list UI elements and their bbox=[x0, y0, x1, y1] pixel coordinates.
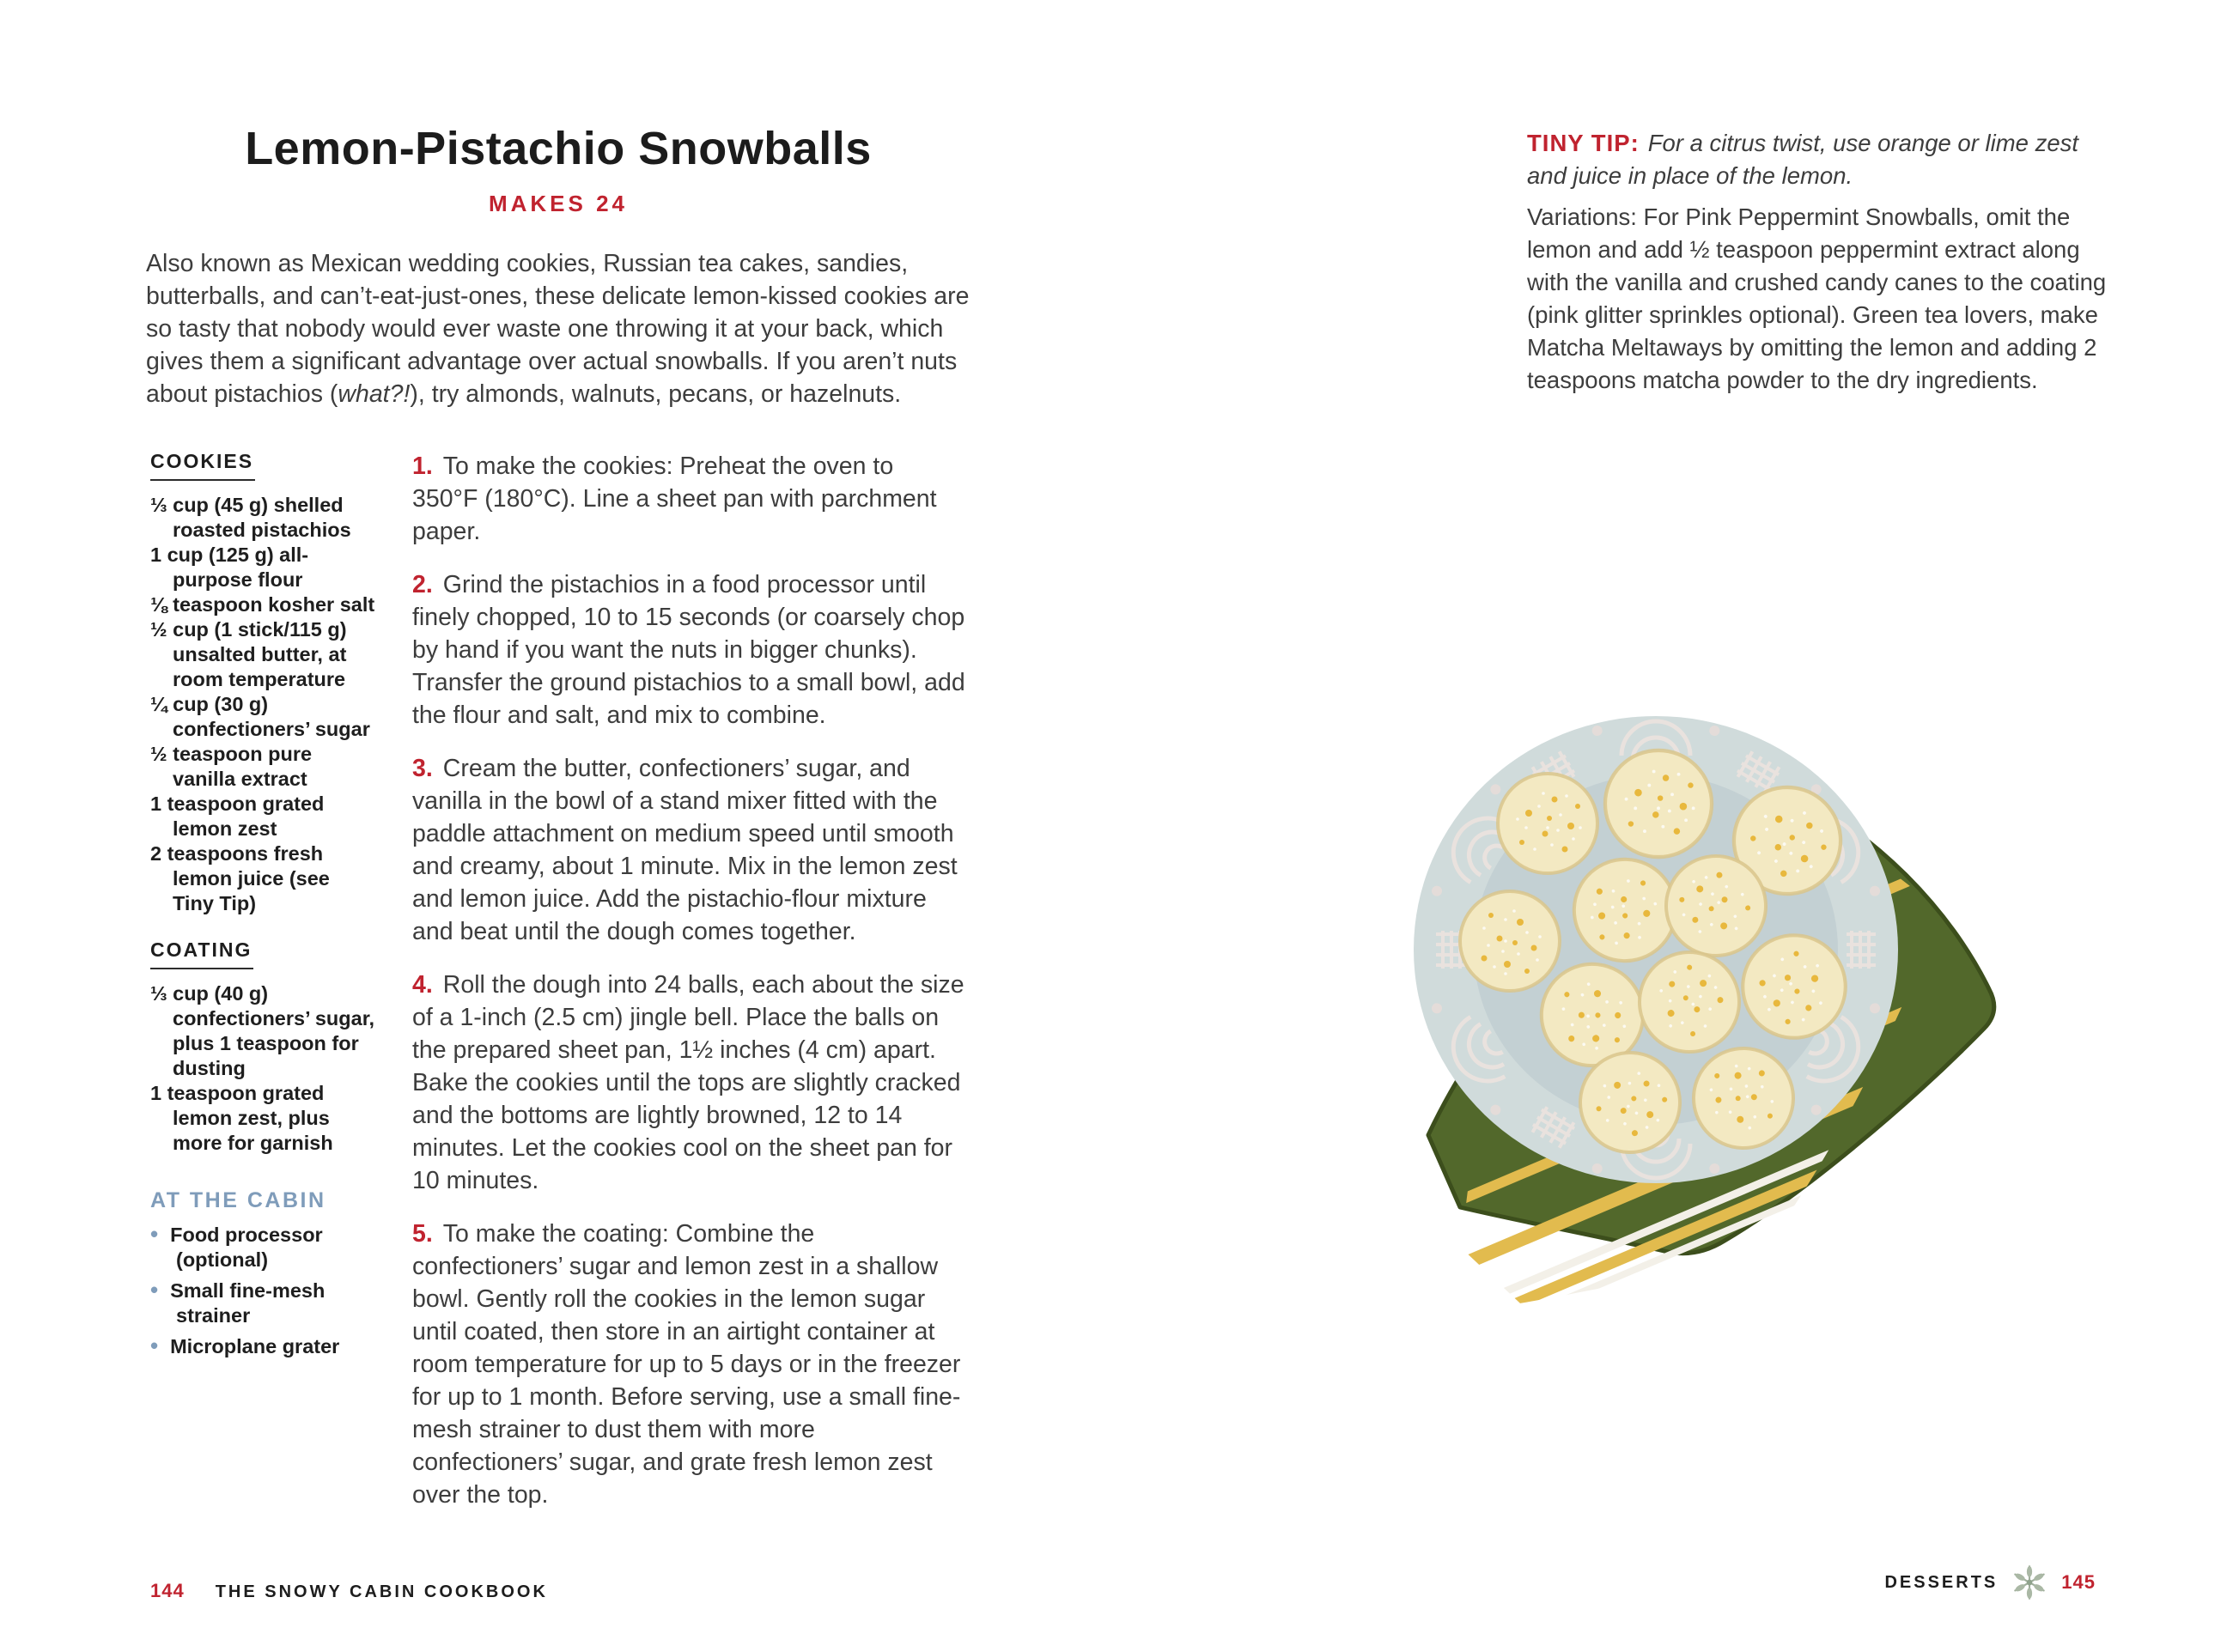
step-item bbox=[412, 969, 965, 1197]
page-title: Lemon-Pistachio Snowballs bbox=[245, 123, 872, 174]
intro-paragraph bbox=[146, 247, 981, 410]
coating-ingredient-list bbox=[150, 981, 375, 1156]
cookies-ingredient-list bbox=[150, 493, 375, 916]
ingredient-item: 1 cup (125 g) all-purpose flour bbox=[150, 544, 309, 591]
section-header-cookies: COOKIES bbox=[150, 450, 255, 481]
step-text: Roll the dough into 24 balls, each about the size of a 1-inch (2.5 cm) jingle bell. Place the balls on the prepared sheet pan, 1½ inches (4 cm) apart. Bake the cookies until the tops are slightly cracked and the bottoms are lightly browned, 12 to 14 minutes. Let the cookies cool on the sheet pan for 10 minutes. bbox=[412, 971, 964, 1194]
ingredient-item: ½ teaspoon pure vanilla extract bbox=[150, 743, 313, 790]
step-item bbox=[412, 752, 965, 948]
footer-right bbox=[1884, 1563, 2096, 1602]
equipment-item: • Microplane grater bbox=[150, 1333, 375, 1359]
equipment-item: • Food processor (optional) bbox=[150, 1222, 375, 1272]
intro-text-end: ), try almonds, walnuts, pecans, or hazelnuts. bbox=[410, 380, 902, 408]
intro-text: Also known as Mexican wedding cookies, Russian tea cakes, sandies, butterballs, and can’t-eat-just-ones, these delicate lemon-kissed cookies are so tasty that nobody would ever waste one throwing it at your back, which gives them a significant advantage over actual snowballs. If you aren’t nuts about pistachios ( bbox=[146, 250, 970, 408]
ingredient-item: 2 teaspoons fresh lemon juice (see Tiny Tip) bbox=[150, 842, 330, 914]
step-number: 3. bbox=[412, 755, 433, 782]
step-number: 2. bbox=[412, 571, 433, 598]
step-text: Cream the butter, confectioners’ sugar, and vanilla in the bowl of a stand mixer fitted with the paddle attachment on medium speed until smooth and creamy, about 1 minute. Mix in the lemon zest and lemon juice. Add the pistachio-flour mixture and beat until the dough comes together. bbox=[412, 755, 958, 945]
ingredients-column bbox=[150, 450, 375, 1364]
tiny-tip-text: For a citrus twist, use orange or lime zest and juice in place of the lemon. bbox=[1527, 130, 2079, 189]
section-header-coating: COATING bbox=[150, 938, 253, 969]
equipment-item: • Small fine-mesh strainer bbox=[150, 1278, 375, 1328]
snowflake-icon bbox=[2010, 1563, 2049, 1602]
ingredient-item: ⅛ teaspoon kosher salt bbox=[150, 593, 375, 616]
step-number: 4. bbox=[412, 971, 433, 999]
ingredient-item: ⅓ cup (45 g) shelled roasted pistachios bbox=[150, 494, 351, 541]
ingredient-item: ½ cup (1 stick/115 g) unsalted butter, at room temperature bbox=[150, 618, 347, 690]
step-item bbox=[412, 568, 965, 732]
ingredient-item: ⅓ cup (40 g) confectioners’ sugar, plus 1 teaspoon for dusting bbox=[150, 982, 375, 1079]
footer-section-label: DESSERTS bbox=[1884, 1572, 1999, 1592]
variations-paragraph: Variations: For Pink Peppermint Snowballs, omit the lemon and add ½ teaspoon peppermint extract along with the vanilla and crushed candy canes to the coating (pink glitter sprinkles optional). Green tea lovers, make Matcha Meltaways by omitting the lemon and adding 2 teaspoons matcha powder to the dry ingredients. bbox=[1527, 203, 2107, 393]
step-number: 5. bbox=[412, 1220, 433, 1248]
footer-page-number: 144 bbox=[150, 1580, 185, 1601]
section-header-cabin: AT THE CABIN bbox=[150, 1188, 326, 1212]
step-number: 1. bbox=[412, 452, 433, 480]
step-text: To make the coating: Combine the confectioners’ sugar and lemon zest in a shallow bowl. Gently roll the cookies in the lemon sugar until coated, then store in an airtight container at room temperature for up to 5 days or in the freezer for up to 1 month. Before serving, use a small fine-mesh strainer to dust them with more confectioners’ sugar, and grate fresh lemon zest over the top. bbox=[412, 1220, 961, 1509]
step-text: Grind the pistachios in a food processor until finely chopped, 10 to 15 seconds (or coarsely chop by hand if you want the nuts in bigger chunks). Transfer the ground pistachios to a small bowl, add the flour and salt, and mix to combine. bbox=[412, 571, 965, 729]
step-item bbox=[412, 450, 965, 548]
yield-label: MAKES 24 bbox=[488, 191, 629, 216]
ingredient-item: 1 teaspoon grated lemon zest, plus more for garnish bbox=[150, 1082, 333, 1154]
footer-left bbox=[150, 1580, 548, 1602]
instructions-column bbox=[412, 450, 965, 1532]
cookies-illustration bbox=[1357, 635, 2078, 1305]
tiny-tip bbox=[1527, 127, 2114, 192]
step-text: To make the cookies: Preheat the oven to 350°F (180°C). Line a sheet pan with parchment paper. bbox=[412, 452, 937, 545]
footer-book-title: THE SNOWY CABIN COOKBOOK bbox=[215, 1582, 548, 1601]
at-the-cabin-block bbox=[150, 1188, 375, 1359]
ingredient-item: ¼ cup (30 g) confectioners’ sugar bbox=[150, 693, 370, 740]
tiny-tip-label: TINY TIP: bbox=[1527, 130, 1640, 156]
footer-page-number: 145 bbox=[2061, 1571, 2096, 1593]
illustration-svg bbox=[1357, 635, 2078, 1305]
cabin-equipment-list bbox=[150, 1222, 375, 1359]
ingredient-item: 1 teaspoon grated lemon zest bbox=[150, 793, 325, 840]
intro-italic-text: what?! bbox=[338, 380, 411, 408]
step-item bbox=[412, 1218, 965, 1511]
